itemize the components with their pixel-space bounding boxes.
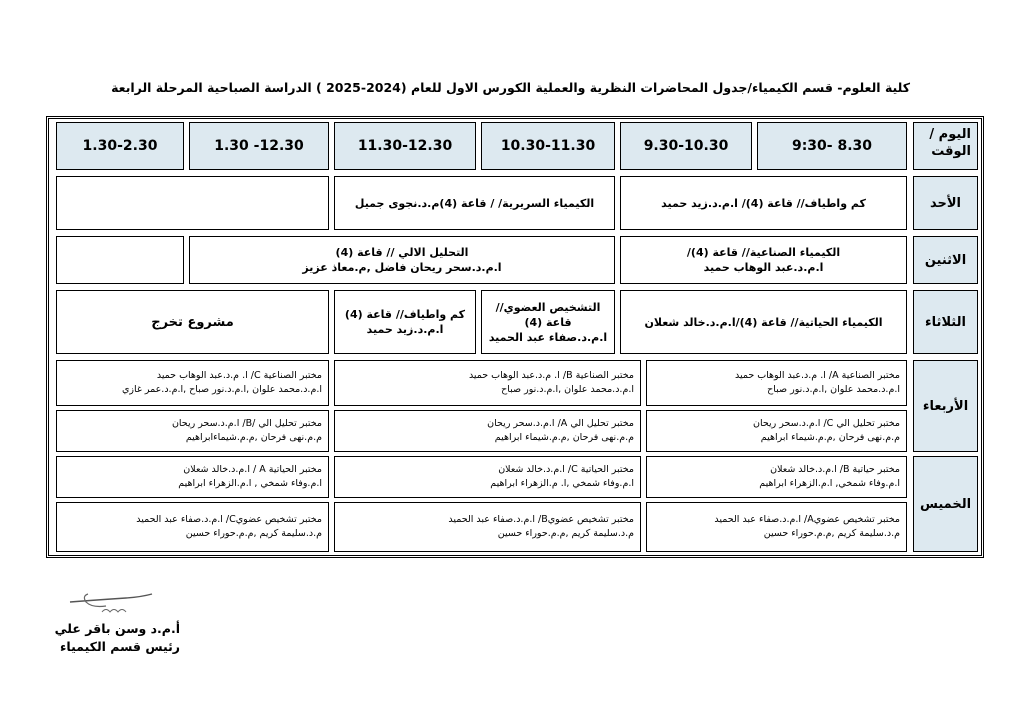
- lab-staff: ا.م.وفاء شمخي , ا.م.الزهراء ابراهيم: [178, 478, 322, 489]
- class-text: كم واطياف// قاعة (4)/ ا.م.د.زيد حميد: [661, 196, 866, 210]
- wednesday-lab-a1: [646, 360, 907, 406]
- wednesday-lab-b3: [56, 410, 329, 452]
- lab-title: مختبر تشخيص عضويB/ ا.م.د.صفاء عبد الحميد: [448, 514, 634, 525]
- sunday-slot-1: [620, 176, 907, 230]
- lab-title: مختبر الحياتية A / ا.م.د.خالد شعلان: [183, 464, 322, 475]
- time-slot-5: 12.30- 1.30: [189, 122, 329, 170]
- lab-staff: م.م.نهى فرحان ,م.م.شيماء ابراهيم: [760, 432, 900, 443]
- lab-staff: ا.م.وفاء شمخي ,ا. م.الزهراء ابراهيم: [490, 478, 634, 489]
- lab-title: مختبر الصناعية A/ ا. م.د.عبد الوهاب حميد: [734, 370, 900, 381]
- class-teacher: ا.م.د.عبد الوهاب حميد: [703, 261, 824, 274]
- class-text: التحليل الالي // قاعة (4): [335, 246, 469, 259]
- class-text: كم واطياف// قاعة (4): [344, 308, 466, 321]
- sunday-empty: [56, 176, 329, 230]
- tuesday-slot-2: [481, 290, 615, 354]
- lab-staff: م.د.سليمة كريم ,م.م.حوراء حسين: [497, 528, 634, 539]
- tuesday-slot-3: [334, 290, 476, 354]
- day-time-corner: [913, 122, 978, 170]
- class-teacher: ا.م.د.صفاء عبد الحميد: [488, 330, 608, 344]
- class-text: مشروع تخرج: [151, 314, 234, 330]
- lab-staff: ا.م.د.محمد علوان ,ا.م.د.نور صباح: [501, 384, 634, 395]
- lab-staff: ا.م.د.محمد علوان ,ا.م.د.نور صباح ,ا.م.د.عمر غازي: [122, 384, 322, 395]
- class-text: الكيمياء الحياتية// قاعة (4)/ا.م.د.خالد شعلان: [644, 315, 883, 329]
- day-thursday: الخميس: [913, 456, 978, 552]
- wednesday-lab-a2: [334, 360, 641, 406]
- thursday-lab-a2: [334, 456, 641, 498]
- lab-staff: م.م.نهى فرحان ,م.م.شيماء ابراهيم: [494, 432, 634, 443]
- wednesday-lab-b1: [646, 410, 907, 452]
- lab-title: مختبر تشخيص عضويC/ ا.م.د.صفاء عبد الحميد: [136, 514, 322, 525]
- lab-title: مختبر تحليل الي C/ ا.م.د.سحر ريحان: [753, 418, 900, 429]
- time-slot-3: 10.30-11.30: [481, 122, 615, 170]
- time-slot-4: 11.30-12.30: [334, 122, 476, 170]
- thursday-lab-b3: [56, 502, 329, 552]
- class-teacher: ا.م.د.سحر ريحان فاضل ,م.معاذ عزيز: [302, 261, 502, 274]
- sunday-slot-2: [334, 176, 615, 230]
- lab-staff: ا.م.د.محمد علوان ,ا.م.د.نور صباح: [767, 384, 900, 395]
- lab-title: مختبر تحليل الي /B/ ا.م.د.سحر ريحان: [171, 418, 322, 429]
- page-title: كلية العلوم- قسم الكيمياء/جدول المحاضرات النظرية والعملية الكورس الاول للعام (2024-2025 ) الدراسة الصباحية المرحلة الرابعة: [111, 80, 910, 95]
- tuesday-slot-1: [620, 290, 907, 354]
- signatory-role: رئيس قسم الكيمياء: [60, 639, 180, 654]
- day-wednesday: الأربعاء: [913, 360, 978, 452]
- time-slot-2: 9.30-10.30: [620, 122, 752, 170]
- corner-time-label: الوقت: [931, 144, 971, 159]
- time-slot-1: 8.30 -9:30: [757, 122, 907, 170]
- lab-staff: ا.م.وفاء شمخي, ا.م.الزهراء ابراهيم: [759, 478, 900, 489]
- lab-title: مختبر حياتية B/ ا.م.د.خالد شعلان: [770, 464, 900, 475]
- monday-slot-1: [620, 236, 907, 284]
- class-text: الكيمياء الصناعية// قاعة (4)/: [686, 246, 841, 259]
- day-sunday: الأحد: [913, 176, 978, 230]
- lab-title: مختبر الحياتية C/ ا.م.د.خالد شعلان: [498, 464, 634, 475]
- lab-title: مختبر تحليل الي A/ ا.م.د.سحر ريحان: [487, 418, 634, 429]
- lab-title: مختبر تشخيص عضويA/ ا.م.د.صفاء عبد الحميد: [714, 514, 900, 525]
- class-text: التشخيص العضوي//: [495, 300, 601, 314]
- monday-empty: [56, 236, 184, 284]
- lab-title: مختبر الصناعية C/ ا. م.د.عبد الوهاب حميد: [156, 370, 322, 381]
- thursday-lab-b2: [334, 502, 641, 552]
- class-text: الكيمياء السريرية/ / قاعة (4)م.د.نجوى جميل: [354, 196, 595, 210]
- day-monday: الاثنين: [913, 236, 978, 284]
- thursday-lab-a3: [56, 456, 329, 498]
- wednesday-lab-a3: [56, 360, 329, 406]
- class-room: قاعة (4): [524, 315, 572, 329]
- tuesday-graduation-project: [56, 290, 329, 354]
- thursday-lab-b1: [646, 502, 907, 552]
- time-slot-6: 1.30-2.30: [56, 122, 184, 170]
- class-teacher: ا.م.د.زيد حميد: [366, 323, 444, 336]
- day-tuesday: الثلاثاء: [913, 290, 978, 354]
- lab-staff: م.د.سليمة كريم ,م.م.حوراء حسين: [185, 528, 322, 539]
- signature-block: [30, 620, 180, 656]
- lab-staff: م.د.سليمة كريم ,م.م.حوراء حسين: [763, 528, 900, 539]
- lab-title: مختبر الصناعية B/ ا. م.د.عبد الوهاب حميد: [468, 370, 634, 381]
- monday-slot-2: [189, 236, 615, 284]
- signatory-name: أ.م.د وسن باقر علي: [54, 621, 180, 636]
- handwritten-signature: [66, 588, 156, 620]
- lab-staff: م.م.نهى فرحان ,م.م.شيماءابراهيم: [185, 432, 322, 443]
- wednesday-lab-b2: [334, 410, 641, 452]
- corner-day-label: اليوم /: [929, 127, 971, 142]
- thursday-lab-a1: [646, 456, 907, 498]
